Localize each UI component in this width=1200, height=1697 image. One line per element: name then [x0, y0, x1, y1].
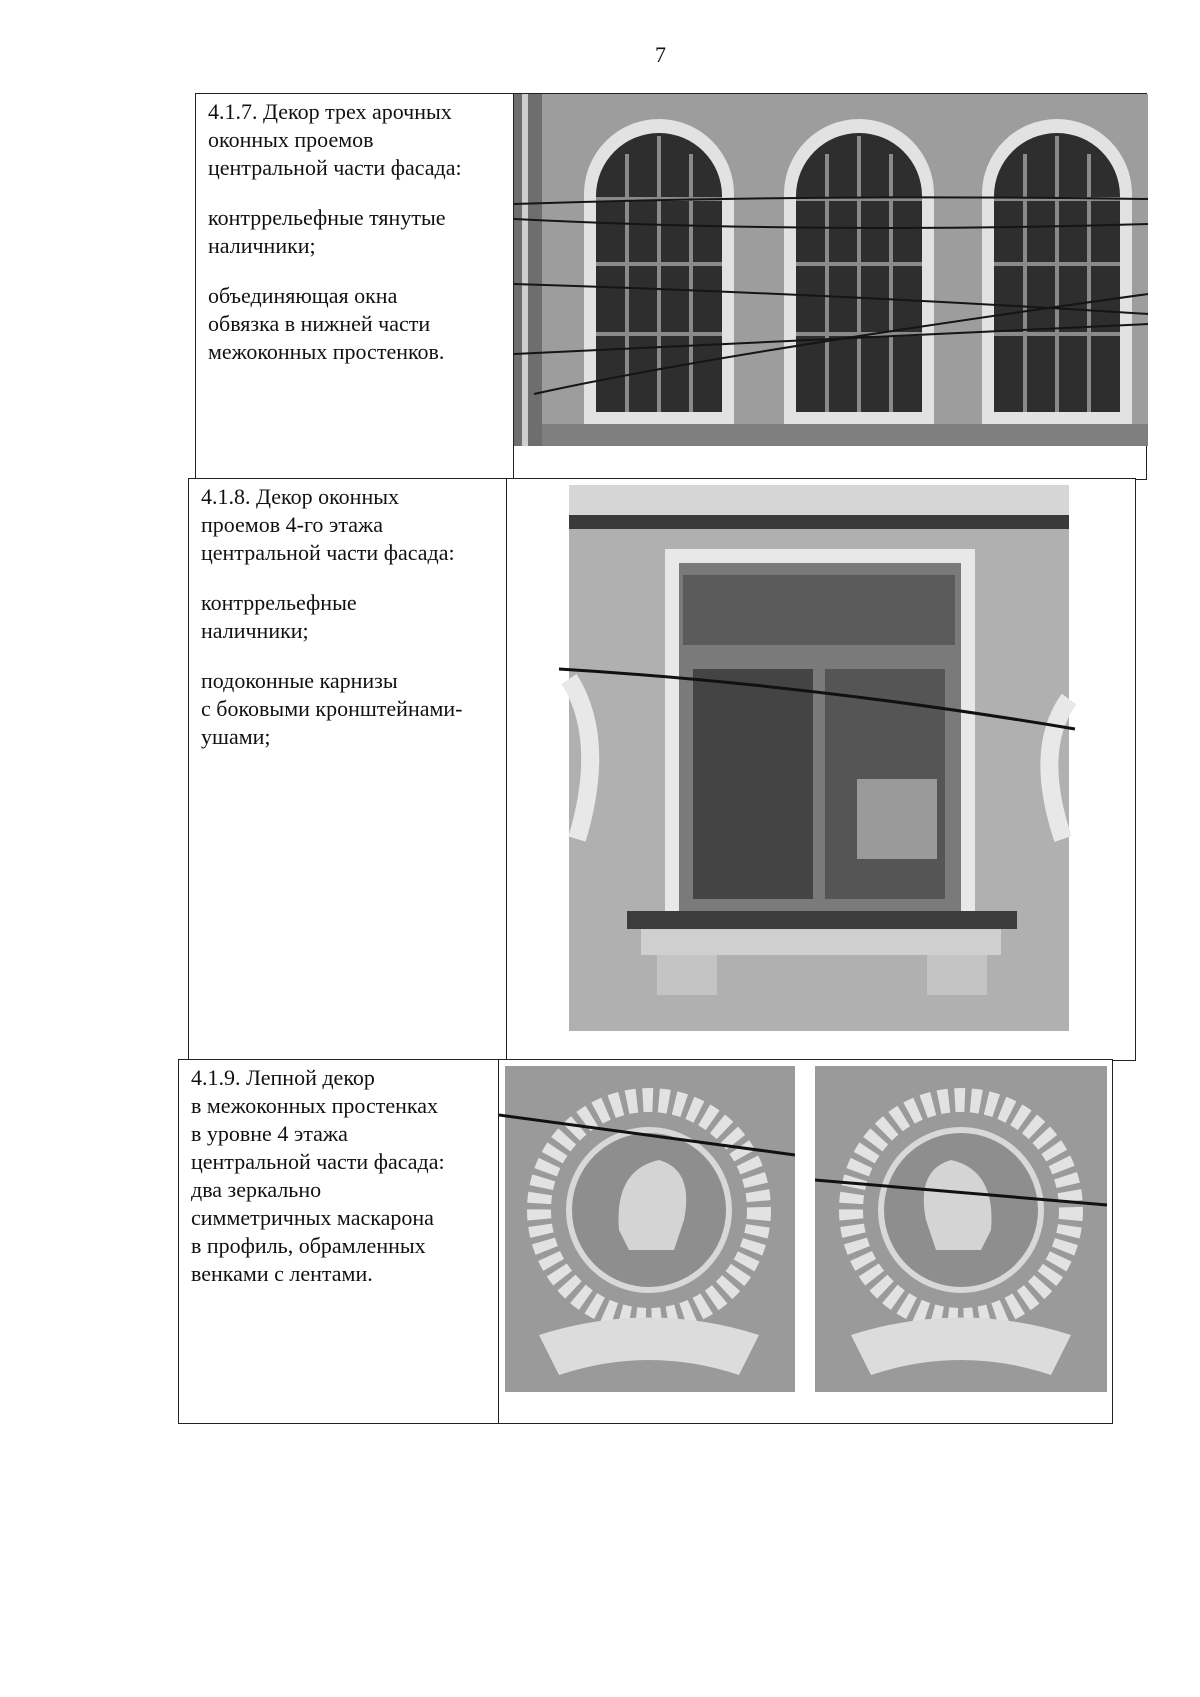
table-row	[195, 93, 1147, 480]
text-line: центральной части фасада:	[191, 1149, 445, 1174]
photo-cell	[507, 479, 1135, 1060]
arched-windows-photo	[514, 94, 1148, 446]
text-line: два зеркально	[191, 1177, 322, 1202]
section-heading	[201, 483, 496, 567]
text-line: центральной части фасада:	[201, 540, 455, 565]
list-item	[201, 589, 496, 645]
window-photo	[507, 479, 1135, 1059]
text-line: в межоконных простенках	[191, 1093, 438, 1118]
text-line: с боковыми кронштейнами-	[201, 696, 463, 721]
photo-cell	[499, 1060, 1112, 1423]
text-line: объединяющая окна	[208, 283, 398, 308]
section-heading	[191, 1064, 488, 1288]
list-item	[208, 282, 503, 366]
photo-cell	[514, 94, 1146, 479]
text-line: межоконных простенков.	[208, 339, 445, 364]
text-line: обвязка в нижней части	[208, 311, 431, 336]
text-line: 4.1.8. Декор оконных	[201, 484, 400, 509]
text-line: центральной части фасада:	[208, 155, 462, 180]
text-line: контррельефные тянутые	[208, 205, 446, 230]
text-line: в уровне 4 этажа	[191, 1121, 348, 1146]
list-item	[201, 667, 496, 751]
list-item	[208, 204, 503, 260]
description-cell	[189, 479, 507, 1060]
page-number: 7	[655, 42, 666, 67]
text-line: ушами;	[201, 724, 271, 749]
text-line: оконных проемов	[208, 127, 374, 152]
text-line: наличники;	[201, 618, 309, 643]
mascaron-photos	[499, 1060, 1111, 1392]
table-row	[188, 478, 1136, 1061]
mascaron-right-photo	[815, 1066, 1107, 1392]
section-heading	[208, 98, 503, 182]
text-line: венками с лентами.	[191, 1261, 373, 1286]
text-line: в профиль, обрамленных	[191, 1233, 426, 1258]
text-line: проемов 4-го этажа	[201, 512, 383, 537]
description-cell	[179, 1060, 499, 1423]
text-line: 4.1.7. Декор трех арочных	[208, 99, 452, 124]
text-line: контррельефные	[201, 590, 357, 615]
text-line: подоконные карнизы	[201, 668, 398, 693]
table-row	[178, 1059, 1113, 1424]
text-line: 4.1.9. Лепной декор	[191, 1065, 375, 1090]
mascaron-left-photo	[499, 1066, 795, 1392]
text-line: симметричных маскарона	[191, 1205, 434, 1230]
description-cell	[196, 94, 514, 479]
text-line: наличники;	[208, 233, 316, 258]
